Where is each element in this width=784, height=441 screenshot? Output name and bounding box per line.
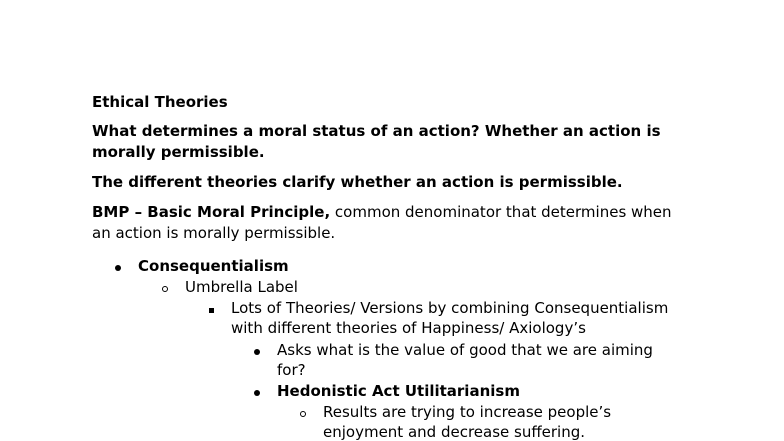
document-heading: Ethical Theories [92, 93, 228, 111]
question-paragraph: What determines a moral status of an action? Whether an action is morally permissible. [92, 122, 661, 161]
outline-item-umbrella-label: Umbrella Label [185, 278, 298, 296]
outline-item-hedonistic: Hedonistic Act Utilitarianism [277, 382, 520, 400]
bmp-term: BMP – Basic Moral Principle, [92, 203, 331, 221]
square-bullet-icon [206, 298, 216, 317]
outline-item-consequentialism: Consequentialism [138, 257, 289, 275]
disc-bullet-icon [113, 256, 123, 275]
outline-item-lots-of-theories-line1: Lots of Theories/ Versions by combining Consequentialism [231, 299, 669, 317]
circle-bullet-icon [160, 277, 170, 296]
bmp-paragraph [92, 202, 692, 244]
document-body [92, 92, 692, 253]
circle-bullet-icon [298, 402, 308, 421]
disc-bullet-icon [252, 381, 262, 400]
outline-item-lots-of-theories-line2: with different theories of Happiness/ Axiology’s [231, 319, 586, 337]
outline-item-results-line2: enjoyment and decrease suffering. [323, 423, 586, 441]
outline-item-asks-line1: Asks what is the value of good that we are aiming [277, 341, 653, 359]
disc-bullet-icon [252, 340, 262, 359]
outline-item-results-line1: Results are trying to increase people’s [323, 403, 612, 421]
outline-item-asks-line2: for? [277, 361, 306, 379]
bmp-definition: common denominator that determines when an action is morally permissible. [92, 203, 672, 242]
theories-paragraph: The different theories clarify whether an action is permissible. [92, 173, 623, 191]
